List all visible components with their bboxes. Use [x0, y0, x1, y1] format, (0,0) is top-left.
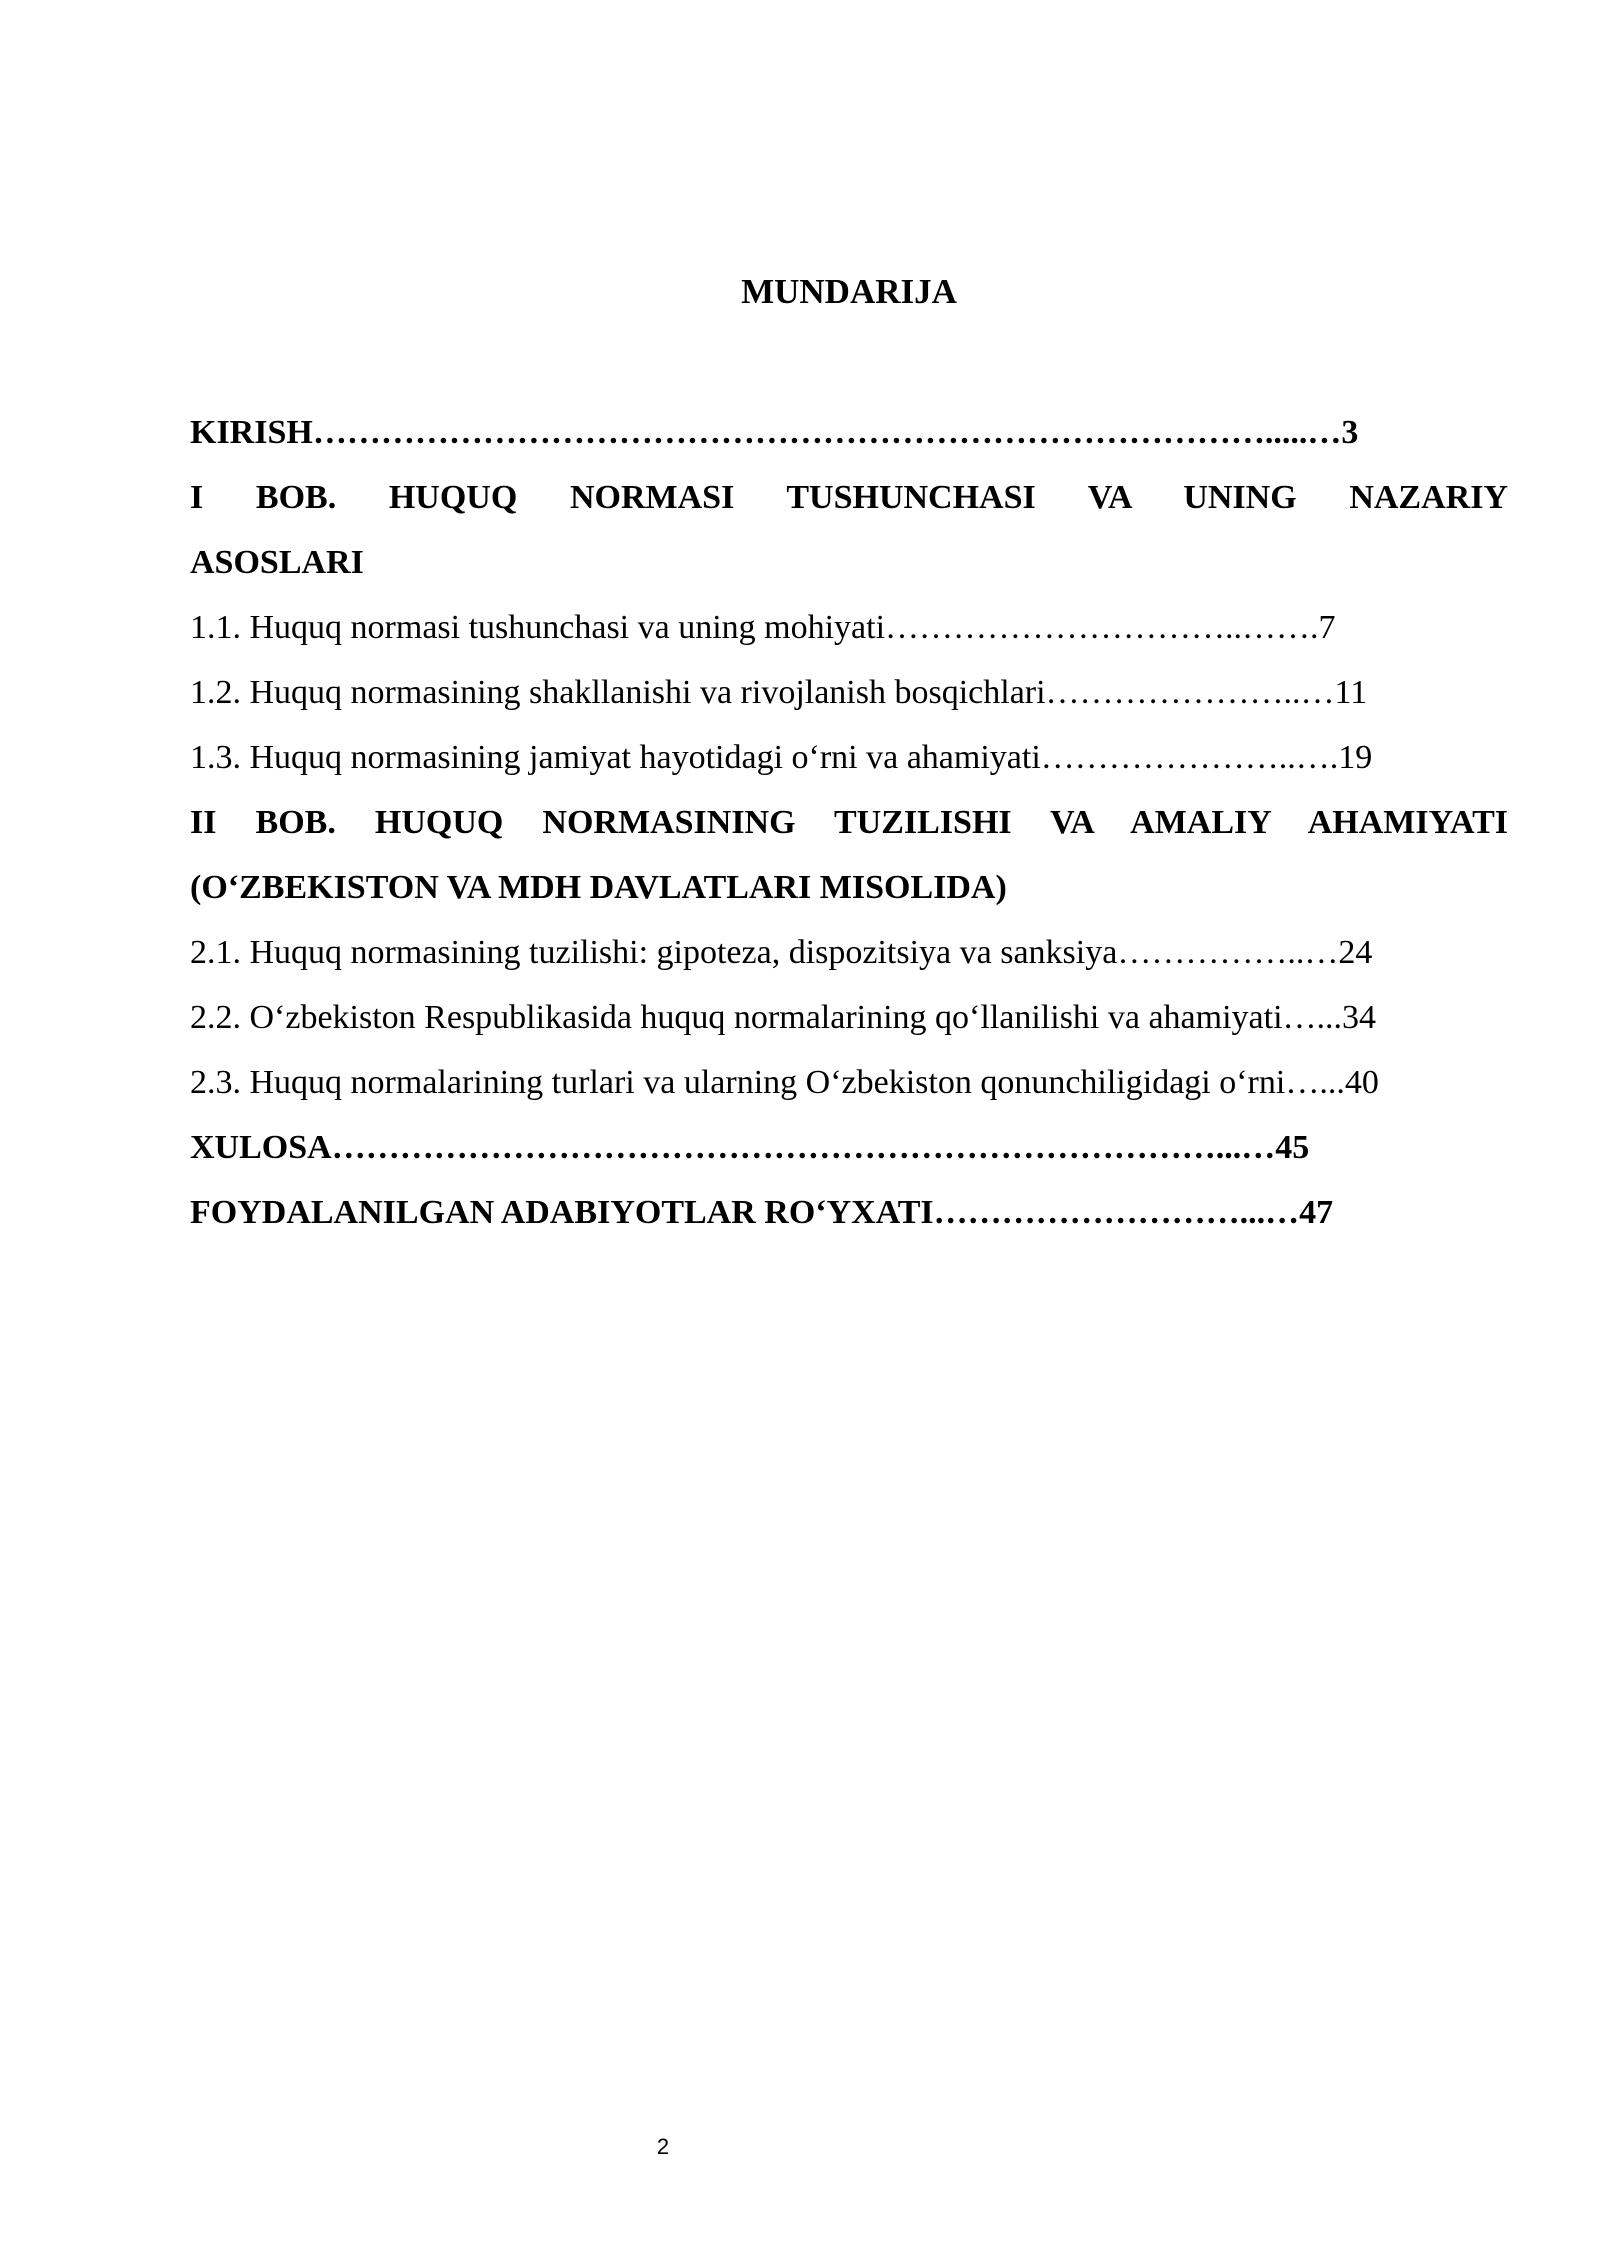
page-number: 2 [656, 2134, 670, 2159]
toc-entry-2-1[interactable]: 2.1. Huquq normasining tuzilishi: gipoteza, dispozitsiya va sanksiya……………..…24 [190, 934, 1373, 971]
toc-entry-adabiyotlar[interactable]: FOYDALANILGAN ADABIYOTLAR ROʻYXATI………………………...…47 [190, 1194, 1334, 1231]
toc-entry-1-1[interactable]: 1.1. Huquq normasi tushunchasi va uning mohiyati…………………………..…….7 [190, 609, 1336, 646]
toc-entry-1-2[interactable]: 1.2. Huquq normasining shakllanishi va rivojlanish bosqichlari…………………..…11 [190, 674, 1368, 711]
toc-entry-chapter-2[interactable] [190, 790, 1508, 920]
toc-entry-xulosa[interactable]: XULOSA……………………………………………………………………...…45 [190, 1129, 1310, 1166]
toc-entry-2-2[interactable]: 2.2. Oʻzbekiston Respublikasida huquq normalarining qoʻllanilishi va ahamiyati…...34 [190, 999, 1377, 1036]
toc-entry-2-3[interactable]: 2.3. Huquq normalarining turlari va ularning Oʻzbekiston qonunchiligidagi oʻrni…...40 [190, 1064, 1379, 1101]
toc-chapter-1-line-1: I BOB. HUQUQ NORMASI TUSHUNCHASI VA UNING NAZARIY [190, 479, 1508, 516]
toc-chapter-1-line-2: ASOSLARI [190, 544, 364, 581]
table-of-contents [190, 400, 1508, 1245]
toc-entry-kirish[interactable]: KIRISH………………………………………………………………………….....…3 [190, 414, 1359, 451]
toc-entry-chapter-1[interactable] [190, 465, 1508, 595]
toc-chapter-2-line-2: (OʻZBEKISTON VA MDH DAVLATLARI MISOLIDA) [190, 869, 1007, 906]
toc-heading: MUNDARIJA [741, 272, 957, 311]
toc-chapter-2-line-1: II BOB. HUQUQ NORMASINING TUZILISHI VA AMALIY AHAMIYATI [190, 804, 1508, 841]
toc-entry-1-3[interactable]: 1.3. Huquq normasining jamiyat hayotidagi oʻrni va ahamiyati…………………..….19 [190, 739, 1373, 776]
